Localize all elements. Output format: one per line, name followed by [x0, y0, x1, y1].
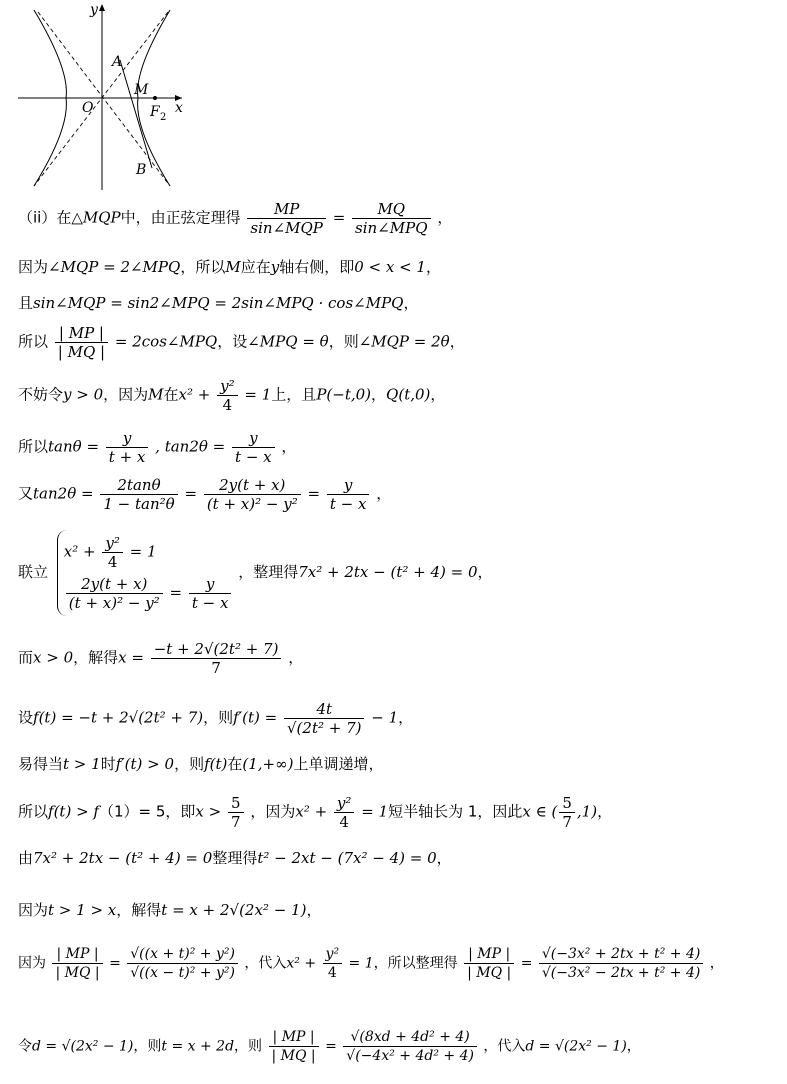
math-text: = 1 [348, 955, 374, 972]
math-text: √(8xd + 4d² + 4) [343, 1028, 477, 1047]
line-14 [18, 900, 321, 920]
math-text: 7 [230, 813, 241, 831]
line-4 [18, 324, 465, 361]
math-text: | MP | [55, 324, 108, 343]
math-text: x² + [295, 802, 328, 821]
math-text: 7x² + 2tx − (t² + 4) = 0 [33, 849, 213, 867]
math-text: ， [449, 332, 465, 351]
fraction [334, 794, 355, 831]
line-9 [18, 640, 303, 677]
asymptote-1 [38, 12, 170, 186]
math-text: ，解得 [73, 648, 119, 667]
fraction [106, 429, 149, 466]
hyperbola-figure [10, 0, 190, 192]
math-text: sin∠MPQ [355, 219, 428, 237]
fraction [247, 200, 325, 237]
math-text: x ∈ ( [522, 802, 558, 821]
math-text: | MP | [464, 945, 514, 964]
math-text: f′(t) > 0 [115, 755, 175, 773]
math-text: tan2θ = [33, 484, 94, 503]
fraction [55, 324, 108, 361]
math-text: √((x + t)² + y²) [127, 945, 238, 964]
math-text: t − x [329, 495, 367, 513]
label-M: M [134, 82, 149, 98]
math-text: 所以 [18, 802, 49, 821]
math-text: y [106, 429, 149, 448]
math-text: 上单调递增， [293, 755, 384, 773]
label-y: y [90, 2, 98, 18]
math-text: ， [425, 258, 441, 276]
math-text: ，则 [234, 1038, 263, 1055]
line-2 [18, 257, 441, 277]
math-text: = 1 [361, 802, 389, 821]
math-text: f(t) = −t + 2√(2t² + 7) [33, 708, 204, 727]
math-text: t > 1 > x [48, 901, 117, 919]
fraction [539, 945, 703, 982]
fraction [464, 945, 514, 982]
math-text: 由 [18, 849, 34, 867]
math-text: x = [118, 648, 144, 667]
fraction [284, 700, 365, 737]
math-text: ，解得 [116, 901, 162, 919]
math-text: ，所以 [180, 258, 226, 276]
math-text: 上，且 [271, 385, 317, 404]
math-text: ， [626, 1038, 641, 1055]
math-text: t = x + 2d [161, 1038, 235, 1055]
math-text: | MQ | [271, 1048, 316, 1064]
fraction [100, 476, 177, 513]
math-text: ∠MPQ = θ [247, 332, 329, 351]
math-text: f(t) > f [48, 802, 99, 821]
math-text: 设 [18, 708, 34, 727]
math-text: 7 [562, 813, 572, 831]
fraction [352, 200, 430, 237]
math-text: 时 [100, 755, 116, 773]
fraction [204, 476, 301, 513]
label-F-sub: 2 [160, 112, 167, 123]
math-text: ， [597, 802, 613, 821]
math-text: （1）= 5，即 [98, 802, 196, 821]
math-text: 2tanθ [100, 476, 177, 495]
math-text: = [109, 955, 121, 972]
math-text: 因为 [18, 258, 49, 276]
math-text: ， [436, 849, 452, 867]
line-16 [18, 1028, 641, 1065]
math-text: y² [334, 794, 355, 813]
math-text: t + x [108, 448, 146, 466]
math-text: y² [323, 945, 343, 964]
math-text: − 1 [371, 708, 399, 727]
math-text: sin∠MQP [250, 219, 323, 237]
math-text: ，代入 [244, 955, 287, 972]
math-text: 4 [222, 396, 233, 414]
math-text: √(2t² + 7) [286, 719, 362, 737]
math-text: y² [217, 377, 238, 396]
math-text: 4 [339, 813, 349, 831]
math-text: t − x [235, 448, 272, 466]
equals: = [332, 208, 346, 227]
math-text: 因为 [18, 955, 46, 972]
math-text: x > 0 [33, 648, 74, 667]
math-text: ， [430, 385, 446, 404]
line-11 [18, 754, 384, 774]
math-text: 应在 [240, 258, 271, 276]
math-text: = 1 [244, 385, 272, 404]
math-text: ， [477, 563, 493, 581]
math-text: 4t [284, 700, 365, 719]
math-text: 所以 [18, 332, 49, 351]
math-text: sin∠MQP = sin2∠MPQ = 2sin∠MPQ · cos∠MPQ [33, 294, 404, 312]
fraction [66, 575, 163, 612]
text: 中，由正弦定理得 [120, 208, 241, 227]
math-text: P(−t,0) [316, 385, 372, 404]
math-text: = [169, 583, 183, 602]
math-text: ，则 [174, 755, 205, 773]
math-text: √(−4x² + 4d² + 4) [346, 1048, 474, 1064]
math-text: 在 [163, 385, 179, 404]
math-text: 在 [227, 755, 243, 773]
math-text: = [520, 955, 533, 972]
line-13 [18, 848, 452, 868]
math-text: ∠MQP = 2∠MPQ [48, 258, 181, 276]
math-text: | MP | [269, 1028, 319, 1047]
math-text: f′(t) = [233, 708, 278, 727]
label-F: F [150, 104, 160, 120]
math-text: √(−3x² + 2tx + t² + 4) [539, 945, 703, 964]
math-text: = 2cos∠MPQ [114, 332, 218, 351]
label-B: B [136, 162, 147, 178]
line-AB [120, 60, 152, 168]
math-text: 而 [18, 648, 34, 667]
math-text: (t + x)² − y² [206, 495, 298, 513]
math-text: = [184, 484, 198, 503]
math-text: ，设 [217, 332, 248, 351]
math-text: Q(t,0) [386, 385, 431, 404]
math-text: 4 [327, 965, 337, 981]
math-text: 5 [228, 794, 244, 813]
math-text: d = √(2x² − 1) [32, 1038, 134, 1055]
math-text: x² + [63, 542, 96, 561]
math-text: √(−3x² − 2tx + t² + 4) [541, 965, 701, 981]
math-text: MP [247, 200, 325, 219]
math-text: ， [306, 901, 322, 919]
math-text: ，则 [133, 1038, 162, 1055]
math-text: 令 [18, 1038, 32, 1055]
line-10 [18, 700, 413, 737]
math-text: t − x [191, 594, 229, 612]
math-text: −t + 2√(2t² + 7) [151, 640, 282, 659]
math: MQP [82, 208, 121, 227]
label-x: x [175, 100, 183, 116]
math-text: 2y(t + x) [204, 476, 301, 495]
math-text: | MQ | [467, 965, 512, 981]
fraction [232, 429, 275, 466]
focus-point [153, 96, 157, 100]
math-text: ，因为 [103, 385, 149, 404]
fraction [52, 945, 102, 982]
math-text: ，所以整理得 [373, 955, 458, 972]
fraction [228, 794, 244, 831]
line-6 [18, 429, 296, 466]
math-text: M [225, 258, 241, 276]
y-axis-arrow [99, 4, 105, 11]
fraction [327, 476, 370, 513]
text: （ii）在△ [18, 208, 83, 227]
line-7 [18, 476, 391, 513]
math-text: √((x − t)² + y²) [130, 965, 235, 981]
math-text: ， [709, 955, 724, 972]
math-text: 7 [211, 659, 221, 677]
math-text: ，则 [203, 708, 234, 727]
equation-system [57, 530, 234, 616]
math-text: 联立 [18, 563, 49, 581]
math-text: 且 [18, 294, 34, 312]
line-3 [18, 293, 419, 313]
asymptote-2 [34, 12, 168, 186]
fraction [189, 575, 232, 612]
math-text: x² + [178, 385, 211, 404]
text: ， [437, 208, 453, 227]
math-text: (1,+∞) [242, 755, 294, 773]
math-text: y [189, 575, 232, 594]
fraction [323, 945, 343, 982]
math-text: ，代入 [483, 1038, 526, 1055]
math-text: 轴右侧，即 [279, 258, 355, 276]
math-text: x > [195, 802, 222, 821]
math-text: t = x + 2√(2x² − 1) [161, 901, 307, 919]
math-text: 2y(t + x) [66, 575, 163, 594]
math-text: 因为 [18, 901, 49, 919]
line-12 [18, 794, 612, 831]
math-text: ∠MQP = 2θ [358, 332, 450, 351]
fraction [151, 640, 282, 677]
math-text: , tan2θ = [155, 437, 226, 456]
fraction [269, 1028, 319, 1065]
math-text: t² − 2xt − (7x² − 4) = 0 [257, 849, 437, 867]
math-text: y > 0 [63, 385, 104, 404]
math-text: 又 [18, 484, 34, 503]
math-text: 易得当 [18, 755, 64, 773]
math-text: = [325, 1038, 337, 1055]
math-text: ， [288, 648, 304, 667]
math-text: 整理得 [212, 849, 258, 867]
label-A: A [112, 54, 123, 70]
math-text: = 1 [129, 542, 157, 561]
math-text: MQ [352, 200, 430, 219]
math-text: ， [281, 437, 297, 456]
math-text: ，整理得 [238, 563, 299, 581]
fraction [102, 534, 123, 571]
math-text: ，则 [328, 332, 359, 351]
fraction [559, 794, 575, 831]
math-text: 1 − tan²θ [103, 495, 175, 513]
math-text: 4 [107, 553, 118, 571]
math-text: | MQ | [57, 343, 106, 361]
math-text: M [148, 385, 164, 404]
fraction [127, 945, 238, 982]
math-text: 所以 [18, 437, 49, 456]
math-text: | MP | [52, 945, 102, 964]
line-5 [18, 377, 445, 414]
fraction [217, 377, 238, 414]
math-text: y [232, 429, 275, 448]
math-text: ， [398, 708, 414, 727]
math-text: 短半轴长为 1，因此 [388, 802, 523, 821]
math-text: ， [376, 484, 392, 503]
fraction [343, 1028, 477, 1065]
math-text: 0 < x < 1 [354, 258, 426, 276]
math-text: t > 1 [63, 755, 101, 773]
math-text: ，因为 [250, 802, 296, 821]
math-text: 不妨令 [18, 385, 64, 404]
math-text: ,1) [576, 802, 598, 821]
line-15 [18, 945, 724, 982]
line-1 [18, 200, 452, 237]
math-text: d = √(2x² − 1) [525, 1038, 627, 1055]
line-8 [18, 530, 493, 616]
math-text: f(t) [204, 755, 228, 773]
math-text: y [270, 258, 280, 276]
math-text: (t + x)² − y² [68, 594, 160, 612]
math-text: | MQ | [55, 965, 100, 981]
math-text: y² [102, 534, 123, 553]
math-text: tanθ = [48, 437, 100, 456]
math-text: x² + [286, 955, 317, 972]
math-text: = [307, 484, 321, 503]
math-text: y [327, 476, 370, 495]
math-text: 5 [559, 794, 575, 813]
math-text: ， [371, 385, 387, 404]
math-text: ， [403, 294, 419, 312]
label-O: O [82, 100, 94, 116]
math-text: 7x² + 2tx − (t² + 4) = 0 [298, 563, 478, 581]
